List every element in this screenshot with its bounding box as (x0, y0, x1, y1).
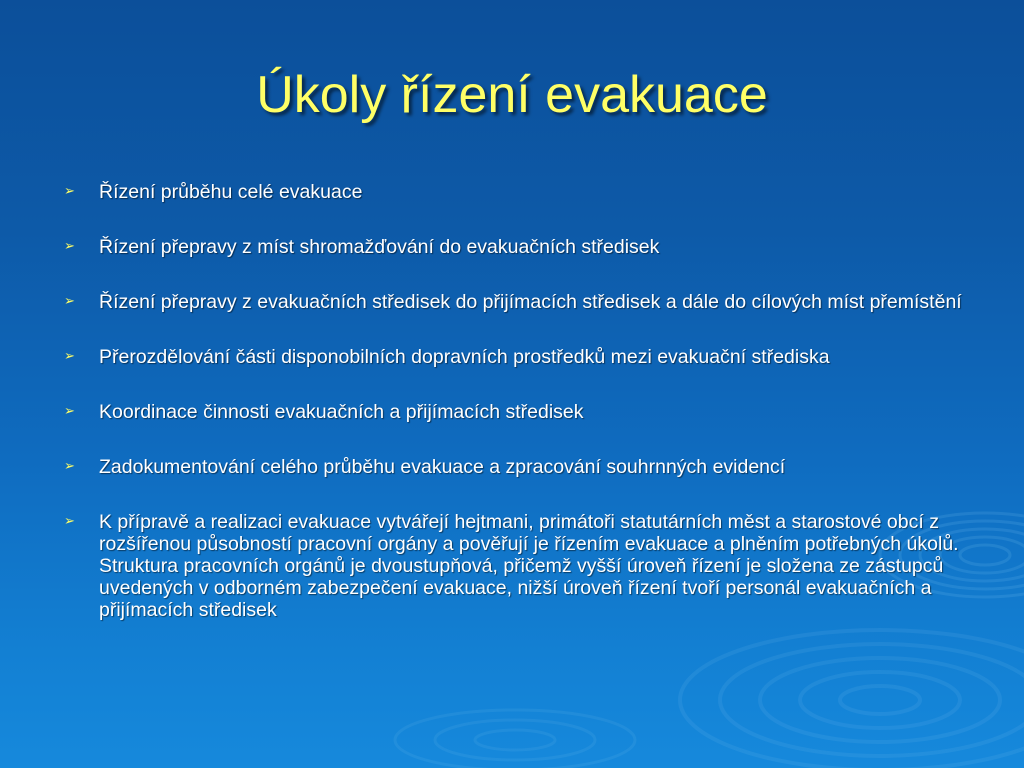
list-item (60, 346, 970, 368)
list-item (60, 181, 970, 203)
arrowhead-icon: ➢ (64, 404, 75, 419)
slide-title: Úkoly řízení evakuace (256, 66, 768, 124)
bullet-text: Řízení přepravy z míst shromažďování do evakuačních středisek (99, 236, 660, 258)
list-item (60, 236, 970, 258)
arrowhead-icon: ➢ (64, 514, 75, 529)
arrowhead-icon: ➢ (64, 349, 75, 364)
arrowhead-icon: ➢ (64, 239, 75, 254)
list-item (60, 511, 970, 621)
bullet-text: Řízení přepravy z evakuačních středisek do přijímacích středisek a dále do cílových míst přemístění (99, 291, 962, 313)
bullet-text: Řízení průběhu celé evakuace (99, 181, 363, 203)
arrowhead-icon: ➢ (64, 184, 75, 199)
list-item (60, 291, 970, 313)
arrowhead-icon: ➢ (64, 294, 75, 309)
list-item (60, 456, 970, 478)
arrowhead-icon: ➢ (64, 459, 75, 474)
bullet-text: Přerozdělování části disponobilních dopravních prostředků mezi evakuační střediska (99, 346, 830, 368)
bullet-text: Zadokumentování celého průběhu evakuace a zpracování souhrnných evidencí (99, 456, 786, 478)
bullet-text: Koordinace činnosti evakuačních a přijímacích středisek (99, 401, 584, 423)
bullet-text: K přípravě a realizaci evakuace vytvářejí hejtmani, primátoři statutárních měst a starostové obcí z rozšířenou působností pracovní orgány a pověřují je řízením evakuace a plněním potřebných úkolů. Struktura pracovních orgánů je dvoustupňová, přičemž vyšší úroveň řízení je složena ze zástupců uvedených v odborném zabezpečení evakuace, nižší úroveň řízení tvoří personál evakuačních a přijímacích středisek (99, 511, 959, 621)
bullet-list (60, 181, 970, 621)
list-item (60, 401, 970, 423)
